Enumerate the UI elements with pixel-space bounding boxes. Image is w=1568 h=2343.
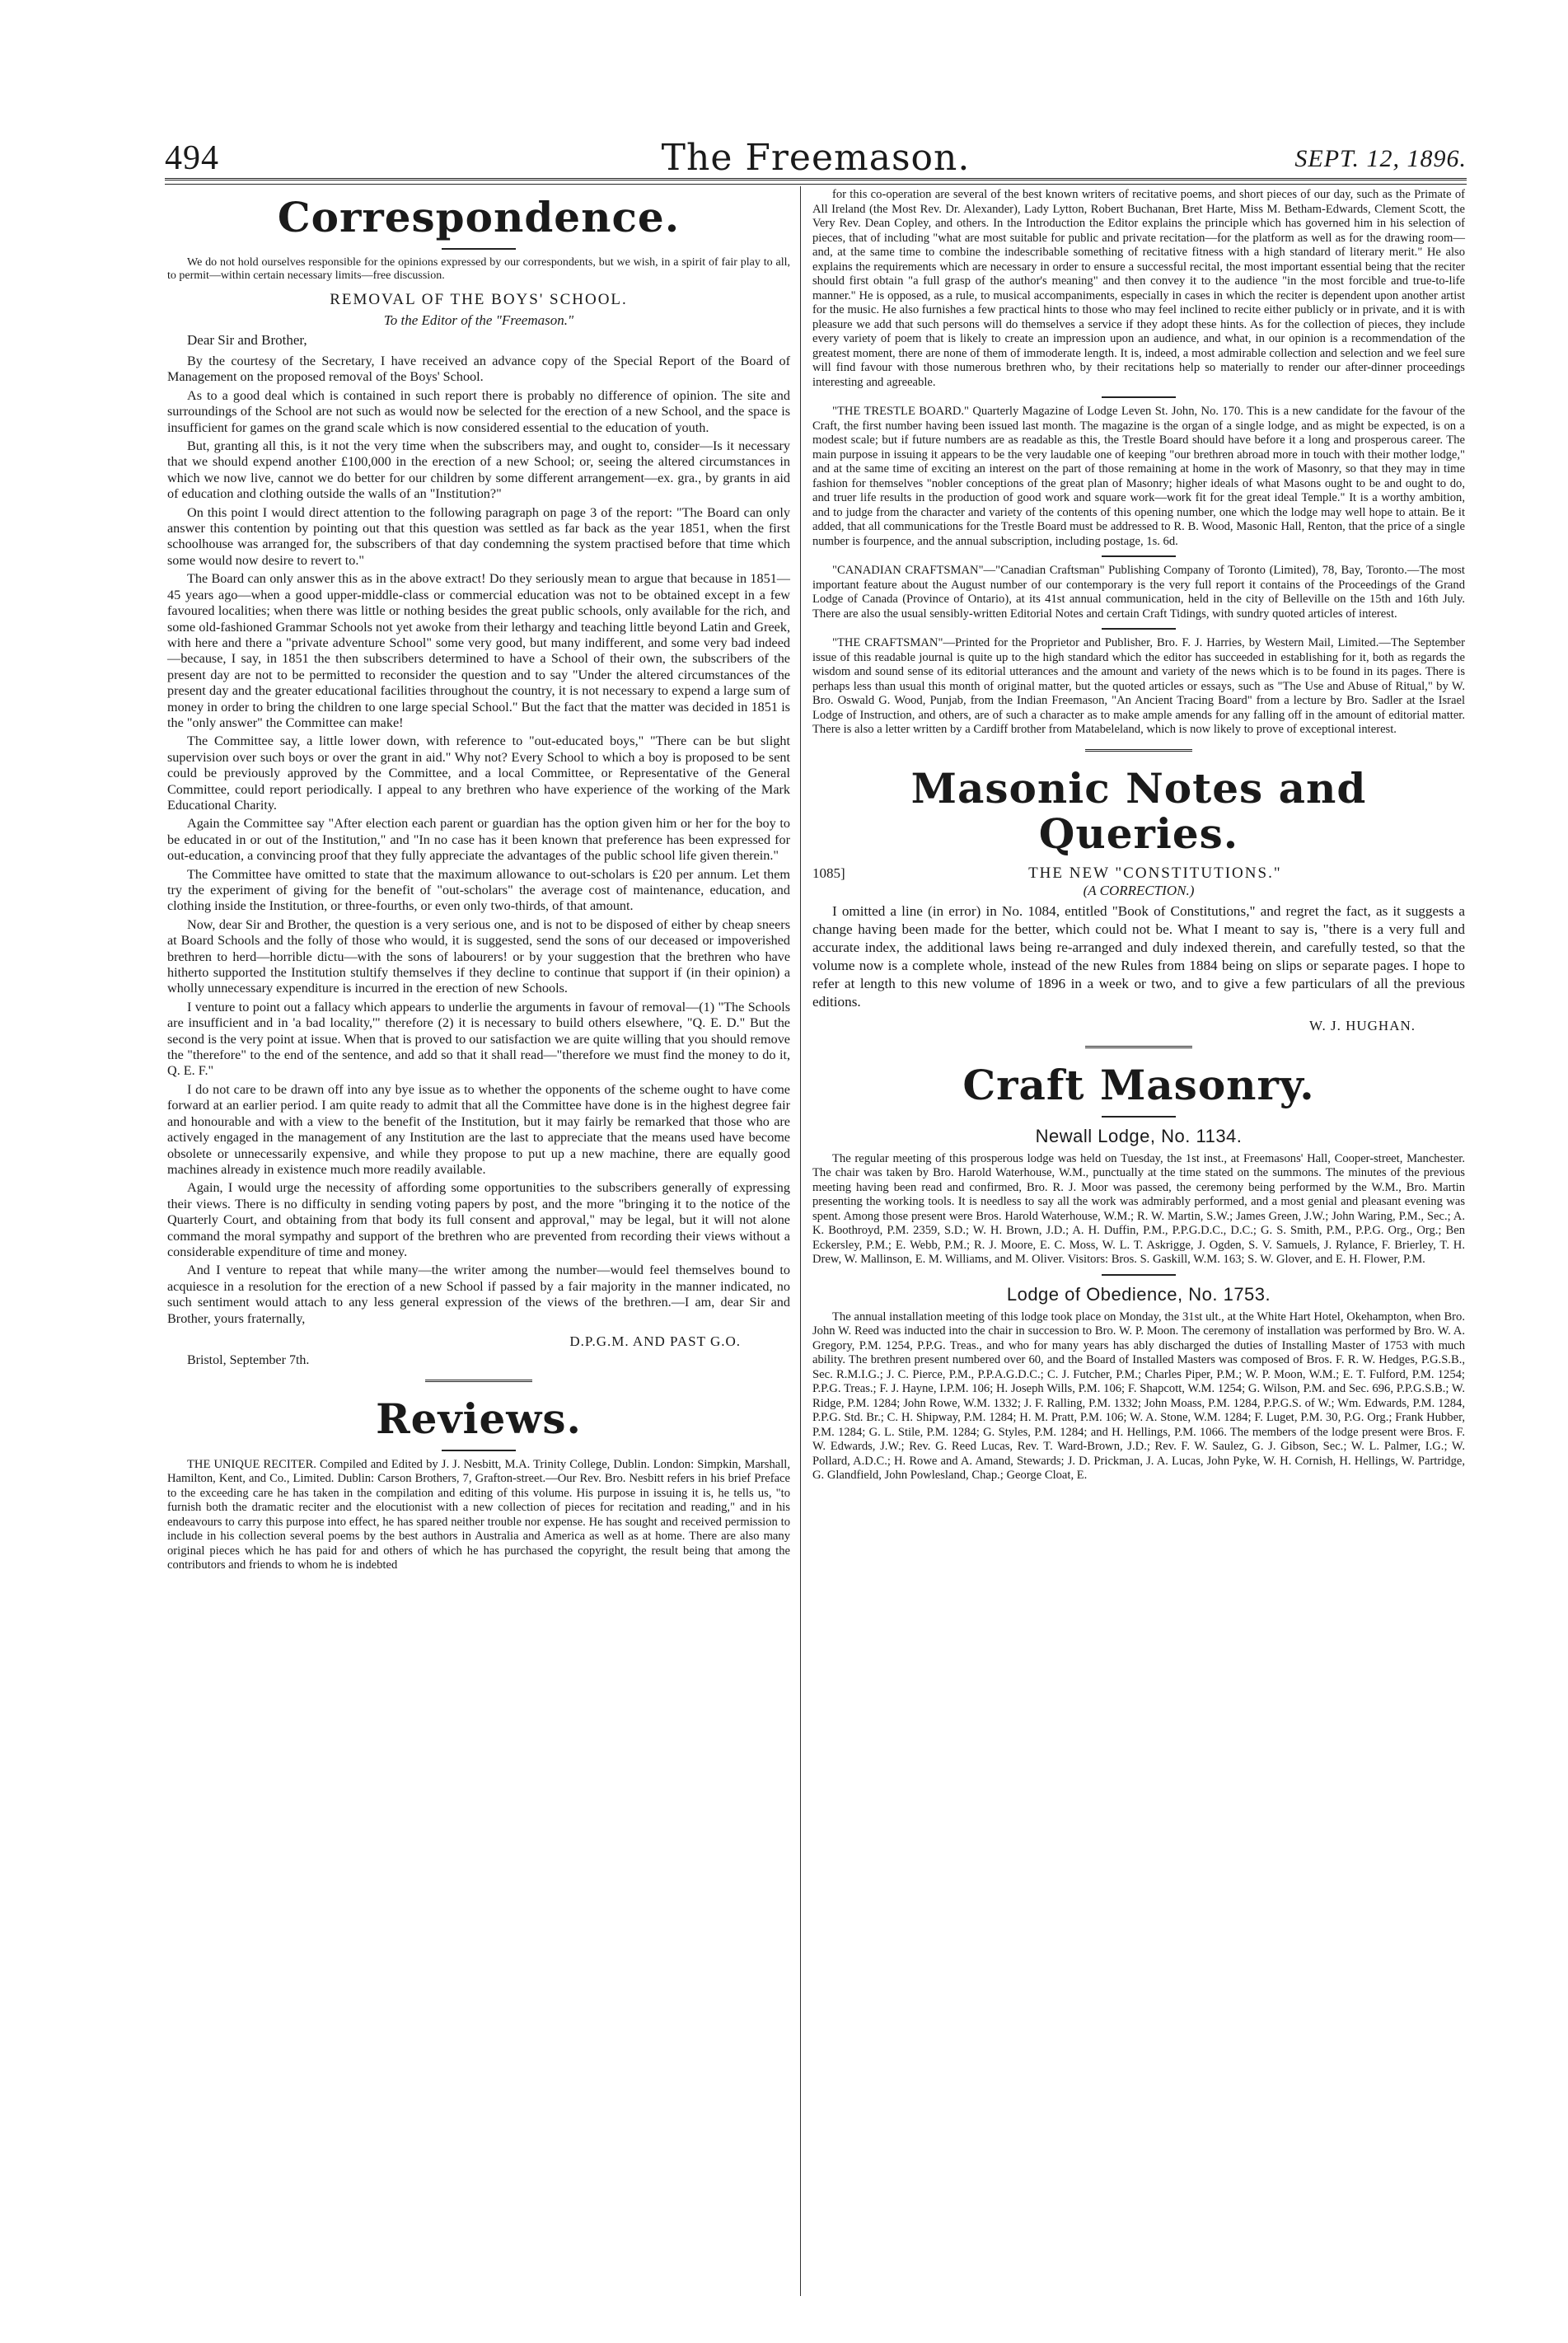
letter-paragraph: On this point I would direct attention to the following paragraph on page 3 of the report: "The Board can only answer this contention by pointing out that this question was settled as far back as the year 1851, when the first schoolhouse was arranged for, the subscribers of that day condemning the system practised before that time which some would now desire to revert to." <box>167 504 790 568</box>
letter-paragraph: I do not care to be drawn off into any bye issue as to whether the opponents of the scheme ought to have come forward at an earlier period. I am quite ready to admit that all the Committee have done is in the highest degree fair and honourable and with a view to the benefit of the Institution, but it may fairly be remarked that those who are actively engaged in the management of any Institution are the last to appreciate that the means used have become obsolete or unnecessarily expensive, and while they propose to put up a new machine, there are equally good machines already in existence much more readily available. <box>167 1081 790 1177</box>
review-paragraph: "THE TRESTLE BOARD." Quarterly Magazine of Lodge Leven St. John, No. 170. This is a new candidate for the favour of the Craft, the first number having been issued last month. The magazine is the organ of a single lodge, and as might be expected, is on a modest scale; but if future numbers are as readable as this, the Trestle Board should have before it a long and prosperous career. The main purpose in issuing it appears to be the very laudable one of keeping "our brethren abroad more in touch with their mother lodge," and at the same time of exciting an interest on the part of those remaining at home in the work of Masonry, so that they may in time fashion for themselves "nobler conceptions of the great plan of Masonry; higher ideals of what Masons ought to be and ought to do, and truer life results in the production of good work and square work—work fit for the great ideal Temple." It is a worthy ambition, and to judge from the character and variety of the contents of this opening number, one which the lodge may well hope to attain. Be it added, that all communications for the Trestle Board must be addressed to R. B. Wood, Masonic Hall, Renton, that the price of a single number is fourpence, and the annual subscription, including postage, 1s. 6d. <box>812 405 1465 548</box>
query-number: 1085] <box>812 865 845 881</box>
letter-paragraph: Again the Committee say "After election each parent or guardian has the option given him or her for the boy to be educated in or out of the Institution," and "In no case has it been known that preference has been expressed for out-education, a convincing proof that they fully appreciate the advantages of the public school life given therein." <box>167 816 790 864</box>
query-title-row <box>812 865 1465 883</box>
right-column <box>812 188 1465 1486</box>
review-paragraph: for this co-operation are several of the best known writers of recitative poems, and short pieces of our day, such as the Primate of All Ireland (the Most Rev. Dr. Alexander), Lady Lytton, Robert Buchanan, Bret Harte, Miss M. Betham-Edwards, Clement Scott, the Very Rev. Dean Copley, and others. In the Introduction the Editor explains the principle which has governed him in his selection of pieces, that of including "what are most suitable for public and private recitation—for the platform as well as for the drawing room—and, at the same time to combine the indescribable something of recitative fitness with a high standard of literary merit." He also explains the requirements which are necessary in order to ensure a successful recital, the most important essential being that the reciter should first obtain "a full grasp of the author's meaning" and then convey it to the audience "in the most forcible and true-to-life manner." He is opposed, as a rule, to musical accompaniments, especially in cases in which the reciter is dependent upon another artist for the music. He also furnishes a few practical hints to those who may feel inclined to recite either publicly or in private, and it is with pleasure we add that such persons will do themselves a service if they adopt these hints. As for the collection of pieces, they include every variety of poem that is likely to create an impression upon an audience, and what, in our opinion is a recommendation of the greatest moment, there are none of them of immoderate length. It is, indeed, a most admirable collection and selection and we feel sure will find favour with those numerous brethren who, by their recitations help so materially to render our after-dinner proceedings interesting and agreeable. <box>812 188 1465 389</box>
review-paragraph: "THE CRAFTSMAN"—Printed for the Proprietor and Publisher, Bro. F. J. Harries, by Western Mail, Limited.—The September issue of this readable journal is quite up to the high standard which the editor has succeeded in establishing for it, both as regards the wisdom and sound sense of its editorial utterances and the amount and variety of the news which is to be found in its pages. There is perhaps less than usual this month of original matter, but the quoted articles or essays, such as "The Use and Abuse of Ritual," by W. Bro. Oswald G. Wood, Punjab, from the Indian Freemason, "An Ancient Tracing Board" from a lecture by Bro. Sadler at the Israel Lodge of Instruction, and others, are of such a character as to make ample amends for any falling off in the amount of editorial matter. There is also a letter written by a Cardiff brother from Matabeleland, which is now likely to prove of exceptional interest. <box>812 636 1465 736</box>
section-rule <box>1102 396 1176 398</box>
newspaper-title: The Freemason. <box>661 137 971 179</box>
letter-place-date: Bristol, September 7th. <box>187 1352 310 1367</box>
letter-paragraph: As to a good deal which is contained in such report there is probably no difference of opinion. The site and surroundings of the School are not such as would now be selected for the erection of a new School, and the space is insufficient for games on the grand scale which is now considered essential to the education of youth. <box>167 387 790 435</box>
letter-paragraph: I venture to point out a fallacy which appears to underlie the arguments in favour of removal—(1) "The Schools are insufficient and in 'a bad locality,'" therefore (2) it is necessary to build others elsewhere, "Q. E. D." But the second is the very point at issue. When that is proved to our satisfaction we are quite willing that you should remove the "therefore" to the end of the sentence, and add so that it shall read—"therefore we must find the money to do it, Q. E. F." <box>167 999 790 1079</box>
correspondence-heading: Correspondence. <box>277 193 681 241</box>
query-body: I omitted a line (in error) in No. 1084, entitled "Book of Constitutions," and regret the fact, as it suggests a change having been made for the better, which could not be. What I meant to say is, "there is a very full and accurate index, the additional laws being re-arranged and duly indexed therein, and carefully tested, so that the volume now is a complete whole, instead of the new Rules from 1884 being on slips or separate pages. I hope to refer at length to this new volume of 1896 in a week or two, and to give a few particulars of all the previous editions. <box>812 902 1465 1010</box>
section-rule <box>442 1450 516 1451</box>
letter-signature: D.P.G.M. AND PAST G.O. <box>569 1333 741 1349</box>
letter-paragraph: The Board can only answer this as in the above extract! Do they seriously mean to argue that because in 1851—45 years ago—when a good upper-middle-class or commercial education was not to be obtained except in a few favoured localities; when there was little or nothing besides the great public schools, only available for the rich, and some old-fashioned Grammar Schools not yet awoke from their lethargy and teaching little beyond Latin and Greek, with here and there a "private adventure School" some very good, but many indifferent, and some very bad indeed—because, I say, in 1851 the then subscribers determined to have a School of their own, the subscribers of the present day are not to be permitted to reconsider the question and to say "Under the altered circumstances of the present day and the greater educational facilities throughout the country, it is not necessary to expend a large sum of money in order to bring the children to one large special School." But the fact that the matter was decided in 1851 is the "only answer" the Committee can make! <box>167 571 790 730</box>
letter-paragraph: And I venture to repeat that while many—the writer among the number—would feel themselves bound to acquiesce in a resolution for the erection of a new School if passed by a fair majority in the manner indicated, no such sentiment would attach to any less general expression of the views of the brethren.—I am, dear Sir and Brother, yours fraternally, <box>167 1263 790 1326</box>
letter-paragraph: But, granting all this, is it not the very time when the subscribers may, and ought to, consider—Is it necessary that we should expend another £100,000 in the erection of a new School; or, seeing the altered circumstances in which we now live, cannot we do better for our children by some different arrangement—ex. gra., by grants in aid of education and clothing outside the walls of an "Institution?" <box>167 438 790 502</box>
review-paragraph: "CANADIAN CRAFTSMAN"—"Canadian Craftsman" Publishing Company of Toronto (Limited), 78, Bay, Toronto.—The most important feature about the August number of our contemporary is the very full report it contains of the Proceedings of the Grand Lodge of Canada (Province of Ontario), at its 41st annual communication, held in the city of Belleville on the 15th and 16th July. There are also the usual sensibly-written Editorial Notes and certain Craft Tidings, with sundry quoted articles of interest. <box>812 564 1465 621</box>
query-signature: W. J. HUGHAN. <box>1308 1017 1416 1033</box>
letter-paragraph: Again, I would urge the necessity of affording some opportunities to the subscribers generally of expressing their views. There is no difficulty in sending voting papers by post, and the more "bringing it to the notice of the Quarterly Court, and obtaining from that body its full consent and approval," may be legal, but it will not alone command the moral sympathy and support of the brethren who are prevented from recording their views without a considerable expenditure of time and money. <box>167 1180 790 1259</box>
query-body-wrapper <box>812 902 1465 1011</box>
letter-body <box>167 354 790 1327</box>
letter-paragraph: Now, dear Sir and Brother, the question is a very serious one, and is not to be disposed of either by cheap sneers at Board Schools and the folly of those who would, it is suggested, send the sons of our deceased or impoverished brethren to herd—horrible dictu—with the sons of labourers! or by your suggestion that the brethren who have hitherto supported the Institution stultify themselves if they decline to continue that support if (in their opinion) a wholly unnecessary expenditure is incurred in the erection of new Schools. <box>167 916 790 996</box>
section-rule <box>425 1380 532 1385</box>
query-subtitle: (A CORRECTION.) <box>1083 882 1195 898</box>
letter-paragraph: By the courtesy of the Secretary, I have received an advance copy of the Special Report of the Board of Management on the proposed removal of the Boys' School. <box>167 354 790 385</box>
section-rule <box>1085 1046 1192 1051</box>
issue-date: SEPT. 12, 1896. <box>1294 145 1467 172</box>
reviews-heading: Reviews. <box>376 1394 582 1443</box>
letter-paragraph: The Committee have omitted to state that the maximum allowance to out-scholars is £20 per annum. Let them try the experiment of giving for the benefit of "out-scholars" the average cost of maintenance, education, and clothing inside the Institution, or three-fourths, or even only two-thirds, of that amount. <box>167 866 790 914</box>
section-rule <box>1102 1116 1176 1118</box>
lodge-heading: Newall Lodge, No. 1134. <box>1035 1125 1243 1146</box>
craft-masonry-heading: Craft Masonry. <box>962 1060 1315 1109</box>
section-rule <box>1102 555 1176 557</box>
letter-addressee: To the Editor of the "Freemason." <box>383 312 574 328</box>
left-column <box>167 188 790 1576</box>
page-number: 494 <box>165 139 219 177</box>
section-rule <box>1102 628 1176 630</box>
masthead <box>165 137 1467 179</box>
review-paragraph: THE UNIQUE RECITER. Compiled and Edited by J. J. Nesbitt, M.A. Trinity College, Dublin. London: Simpkin, Marshall, Hamilton, Kent, and Co., Limited. Dublin: Carson Brothers, 7, Grafton-street.—Our Rev. Bro. Nesbitt refers in his brief Preface to the exceeding care he has taken in the compilation and editing of this volume. His purpose in issuing it is, he tells us, "to furnish both the dramatic reciter and the elocutionist with a new collection of pieces for recitation and reading," and in his endeavours to carry this purpose into effect, he has spared neither trouble nor expense. He has sought and received permission to include in his collection several poems by the best authors in Australia and America as well as at home. There are also many original pieces which he has paid for and others of which he has purchased the copyright, the result being that among the contributors and friends to whom he is indebted <box>167 1457 790 1572</box>
letter-title: REMOVAL OF THE BOYS' SCHOOL. <box>330 291 628 308</box>
letter-salutation: Dear Sir and Brother, <box>187 332 307 348</box>
section-rule <box>442 248 516 250</box>
column-divider <box>800 186 801 2296</box>
lodge-heading: Lodge of Obedience, No. 1753. <box>1006 1283 1271 1305</box>
letter-paragraph: The Committee say, a little lower down, with reference to "out-educated boys," "There can be but slight supervision over such boys or over the grant in aid." Why not? Every School to which a boy is proposed to be sent could be previously approved by the Committee, and a local Committee, or Representative of the General Committee, could report periodically. I appeal to any brethren who have experience of the working of the Mark Educational Charity. <box>167 733 790 813</box>
section-rule <box>1102 1274 1176 1276</box>
correspondence-disclaimer: We do not hold ourselves responsible for the opinions expressed by our correspondents, but we wish, in a spirit of fair play to all, to permit—within certain necessary limits—free discussion. <box>167 256 790 282</box>
masonic-notes-heading: Masonic Notes and Queries. <box>910 763 1367 858</box>
lodge-report: The regular meeting of this prosperous lodge was held on Tuesday, the 1st inst., at Freemasons' Hall, Cooper-street, Manchester. The chair was taken by Bro. Harold Waterhouse, W.M., punctually at the time stated on the summons. The minutes of the previous meeting having been read and confirmed, Bro. R. J. Moor was passed, the ceremony being performed by the W.M., Bro. Martin presenting the working tools. It is needless to say all the work was admirably performed, and a most genial and pleasant evening was spent. Among those present were Bros. Harold Waterhouse, W.M.; R. W. Martin, S.W.; James Green, J.W.; John Waring, P.M., Sec.; A. K. Boothroyd, P.M. 2359, S.D.; W. H. Brown, J.D.; A. H. Duffin, P.M., P.P.G.D.C., D.C.; G. S. Smith, P.M., P.P.G. Org., Org.; Ben Eckersley, P.M.; E. Webb, P.M.; R. J. Moore, E. C. Moss, W. L. T. Askrigge, J. Ogden, S. V. Samuels, J. Rylance, F. Brierley, T. H. Drew, W. Mallinson, E. M. Williams, and M. Oliver. Visitors: Bros. S. Gaskill, W.M. 163; S. W. Glover, and E. H. Flower, P.M. <box>812 1151 1465 1266</box>
header-rule <box>165 178 1467 185</box>
lodge-report: The annual installation meeting of this lodge took place on Monday, the 31st ult., at the White Hart Hotel, Okehampton, when Bro. John W. Reed was inducted into the chair in succession to Bro. W. P. Moon. The ceremony of installation was performed by Bro. W. A. Gregory, P.M. 1254, P.P.G. Treas., and who for many years has ably discharged the duties of Installing Master of 1753 with much ability. The brethren present numbered over 60, and the Board of Installed Masters was composed of Bros. F. R. W. Hedges, P.G.S.B., Sec. R.M.I.G.; J. C. Pierce, P.M., P.P.A.G.D.C.; C. J. Futcher, P.M.; Charles Piper, P.M.; W. P. Moon, W.M.; E. T. Fulford, P.M. 1254; P.P.G. Treas.; F. J. Hayne, I.P.M. 106; H. Joseph Wills, P.M. 106; F. Shapcott, W.M. 1254; G. Wilson, P.M. and Sec. 696, P.P.G.S.B.; W. Ridge, P.M. 1284; John Rowe, W.M. 1332; J. F. Ralling, P.M. 1332; John Moass, P.M. 1284, P.P.G.S. of W.; Wm. Edwards, P.M. 1284, P.P.G. Std. Br.; C. H. Shipway, P.M. 1284; H. M. Pratt, P.M. 106; W. A. Stone, W.M. 1284; F. Luget, P.M. 30, P.G. Org.; Frank Hubber, P.M. 1284; G. L. Stile, P.M. 1284; G. Styles, P.M. 1284; and H. Hellings, P.M. 1066. The members of the lodge present were Bros. F. W. Edwards, J.W.; Rev. G. Reed Lucas, Rev. T. Ward-Brown, J.D.; Rev. F. W. Saulez, G. J. Gibson, Sec.; W. L. Palmer, I.G.; W. Pollard, A.D.C.; H. Rowe and A. Amand, Stewards; J. D. Prickman, J. A. Lucas, John Pyke, W. H. Cornish, H. Hellings, W. Partridge, G. Glandfield, John Powlesland, Chap.; George Cloat, E. <box>812 1310 1465 1482</box>
section-rule <box>1085 749 1192 754</box>
query-title: THE NEW "CONSTITUTIONS." <box>1028 864 1282 882</box>
